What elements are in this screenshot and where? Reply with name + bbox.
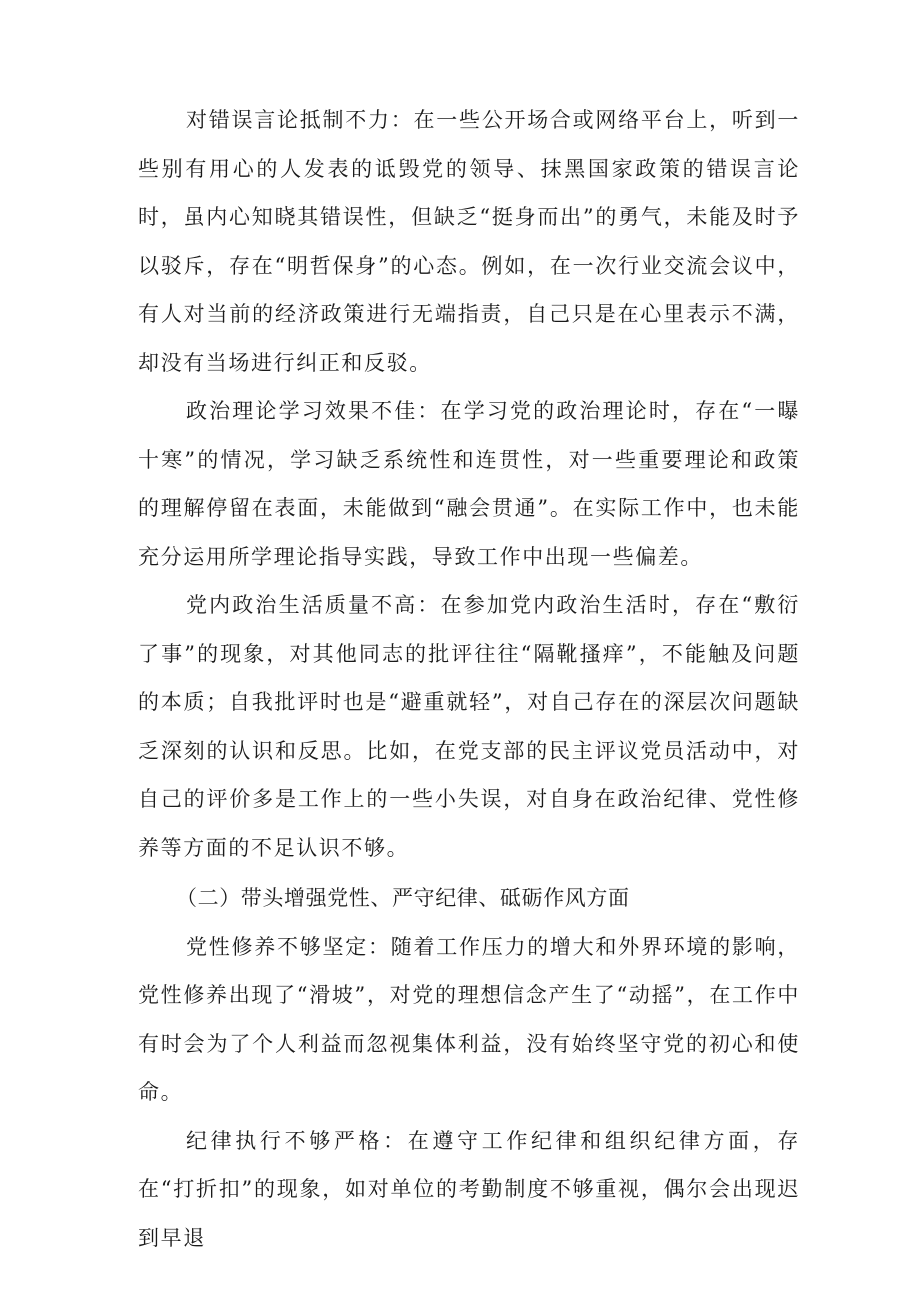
paragraph-refuting-wrong-remarks: 对错误言论抵制不力：在一些公开场合或网络平台上，听到一些别有用心的人发表的诋毁党的领导、抹黑国家政策的错误言论时，虽内心知晓其错误性，但缺乏“挺身而出”的勇气，未能及时予以驳斥，存在“明哲保身”的心态。例如，在一次行业交流会议中，有人对当前的经济政策进行无端指责，自己只是在心里表示不满，却没有当场进行纠正和反驳。 bbox=[138, 108, 800, 375]
paragraph-theory-study: 政治理论学习效果不佳：在学习党的政治理论时，存在“一曝十寒”的情况，学习缺乏系统性和连贯性，对一些重要理论和政策的理解停留在表面，未能做到“融会贯通”。在实际工作中，也未能充分运用所学理论指导实践，导致工作中出现一些偏差。 bbox=[138, 399, 800, 569]
paragraph-party-life-quality: 党内政治生活质量不高：在参加党内政治生活时，存在“敷衍了事”的现象，对其他同志的批评往往“隔靴搔痒”，不能触及问题的本质；自我批评时也是“避重就轻”，对自己存在的深层次问题缺乏深刻的认识和反思。比如，在党支部的民主评议党员活动中，对自己的评价多是工作上的一些小失误，对自身在政治纪律、党性修养等方面的不足认识不够。 bbox=[138, 593, 800, 860]
document-body bbox=[138, 96, 800, 1262]
paragraph-party-spirit: 党性修养不够坚定：随着工作压力的增大和外界环境的影响，党性修养出现了“滑坡”，对党的理想信念产生了“动摇”，在工作中有时会为了个人利益而忽视集体利益，没有始终坚守党的初心和使命。 bbox=[138, 934, 800, 1104]
section-heading: （二）带头增强党性、严守纪律、砥砺作风方面 bbox=[176, 886, 630, 910]
paragraph-discipline: 纪律执行不够严格：在遵守工作纪律和组织纪律方面，存在“打折扣”的现象，如对单位的考勤制度不够重视，偶尔会出现迟到早退 bbox=[138, 1128, 800, 1250]
